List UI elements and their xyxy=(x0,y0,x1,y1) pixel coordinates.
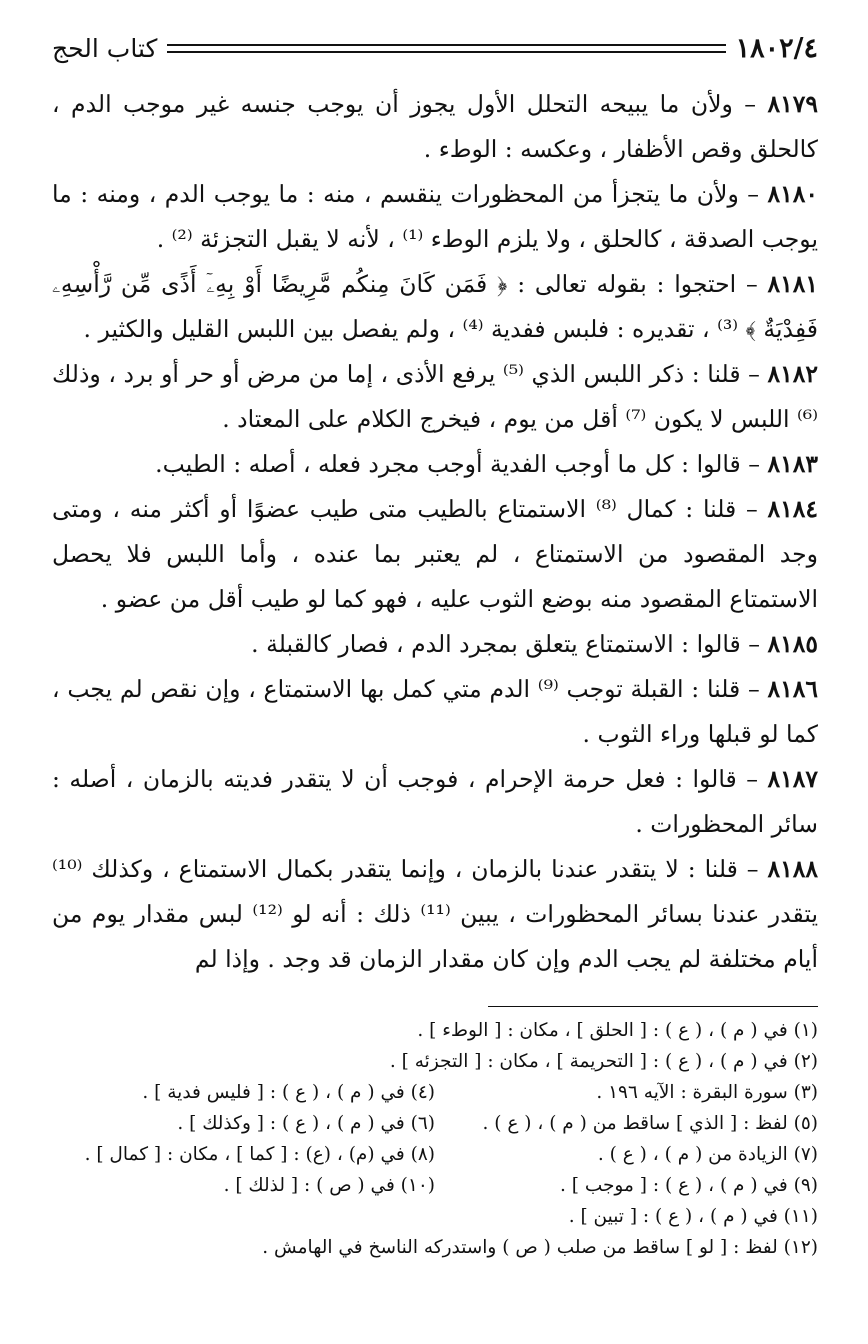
footnote-separator xyxy=(488,1006,818,1007)
footnote-row xyxy=(52,1108,818,1139)
paragraph xyxy=(52,82,818,172)
paragraph-number: ٨١٨٢ xyxy=(767,360,818,388)
footnote-row xyxy=(52,1077,818,1108)
paragraph xyxy=(52,622,818,667)
footnote-row xyxy=(52,1201,818,1232)
paragraph-text: – قالوا : كل ما أوجب الفدية أوجب مجرد فعله ، أصله : الطيب. xyxy=(155,450,761,478)
footnote: (٤) في ( م ) ، ( ع ) : [ فليس فدية ] . xyxy=(142,1082,435,1103)
footnote-row xyxy=(52,1015,818,1046)
paragraph-number: ٨١٨٤ xyxy=(767,495,818,523)
paragraph-text: – قلنا : ذكر اللبس الذي ⁽⁵⁾ يرفع الأذى ، إما من مرض أو حر أو برد ، وذلك ⁽⁶⁾ اللبس لا يكون ⁽⁷⁾ أقل من يوم ، فيخرج الكلام على المعتاد . xyxy=(52,360,818,433)
paragraph-text: – قلنا : كمال ⁽⁸⁾ الاستمتاع بالطيب متى طيب عضوًا أو أكثر منه ، ومتى وجد المقصود من الاستمتاع ، لم يعتبر بما عنده ، وأما اللبس فلا يحصل الاستمتاع المقصود منه بوضع الثوب عليه ، فهو كما لو طيب أقل من عضو . xyxy=(52,495,818,613)
paragraph-number: ٨١٨٥ xyxy=(767,630,818,658)
footnote: (٢) في ( م ) ، ( ع ) : [ التحريمة ] ، مكان : [ التجزئه ] . xyxy=(389,1051,818,1072)
paragraph-text: – قالوا : فعل حرمة الإحرام ، فوجب أن لا يتقدر فديته بالزمان ، أصله : سائر المحظورات . xyxy=(52,765,818,838)
paragraph-number: ٨١٨٠ xyxy=(767,180,818,208)
paragraph xyxy=(52,757,818,847)
paragraph-text: – ولأن ما يبيحه التحلل الأول يجوز أن يوجب جنسه غير موجب الدم ، كالحلق وقص الأظفار ، وعكسه : الوطء . xyxy=(52,90,818,163)
paragraph xyxy=(52,352,818,442)
footnote: (٥) لفظ : [ الذي ] ساقط من ( م ) ، ( ع ) . xyxy=(482,1113,818,1134)
footnotes xyxy=(52,1015,818,1263)
paragraph xyxy=(52,487,818,622)
book-title: كتاب الحج xyxy=(52,33,158,63)
paragraph-number: ٨١٧٩ xyxy=(767,90,818,118)
paragraph-number: ٨١٨٦ xyxy=(767,675,818,703)
footnote: (٩) في ( م ) ، ( ع ) : [ موجب ] . xyxy=(559,1175,818,1196)
paragraph-number: ٨١٨٣ xyxy=(767,450,818,478)
paragraph-number: ٨١٨٨ xyxy=(767,855,818,883)
footnote: (٣) سورة البقرة : الآيه ١٩٦ . xyxy=(596,1082,818,1103)
footnote: (١٠) في ( ص ) : [ لذلك ] . xyxy=(223,1175,435,1196)
page-header xyxy=(52,26,818,70)
paragraph-text: – احتجوا : بقوله تعالى : ﴿ فَمَن كَانَ مِنكُم مَّرِيضًا أَوْ بِهِۦٓ أَذًى مِّن رَّأْسِهِۦ فَفِدْيَةٌ ﴾ ⁽³⁾ ، تقديره : فلبس ففدية ⁽⁴⁾ ، ولم يفصل بين اللبس القليل والكثير . xyxy=(52,270,818,343)
paragraph xyxy=(52,667,818,757)
footnote: (٦) في ( م ) ، ( ع ) : [ وكذلك ] . xyxy=(177,1113,435,1134)
paragraph-text: – قلنا : لا يتقدر عندنا بالزمان ، وإنما يتقدر بكمال الاستمتاع ، وكذلك ⁽¹⁰⁾ يتقدر عندنا بسائر المحظورات ، يبين ⁽¹¹⁾ ذلك : أنه لو ⁽¹²⁾ لبس مقدار يوم من أيام مختلفة لم يجب الدم وإن كان مقدار الزمان قد وجد . وإذا لم xyxy=(52,855,818,973)
page-reference: ١٨٠٢/٤ xyxy=(735,32,818,64)
paragraph xyxy=(52,262,818,352)
paragraph xyxy=(52,172,818,262)
paragraph xyxy=(52,442,818,487)
footnote: (١٢) لفظ : [ لو ] ساقط من صلب ( ص ) واستدركه الناسخ في الهامش . xyxy=(262,1237,818,1258)
footnote: (٨) في (م) ، (ع) : [ كما ] ، مكان : [ كمال ] . xyxy=(84,1144,435,1165)
main-text xyxy=(52,82,818,982)
paragraph-number: ٨١٨١ xyxy=(767,270,818,298)
paragraph xyxy=(52,847,818,982)
footnote-row xyxy=(52,1139,818,1170)
footnote: (١١) في ( م ) ، ( ع ) : [ تبين ] . xyxy=(568,1206,818,1227)
footnote-row xyxy=(52,1046,818,1077)
paragraph-text: – قلنا : القبلة توجب ⁽⁹⁾ الدم متي كمل بها الاستمتاع ، وإن نقص لم يجب ، كما لو قبلها وراء الثوب . xyxy=(52,675,818,748)
header-double-rule xyxy=(167,44,725,53)
footnote: (٧) الزيادة من ( م ) ، ( ع ) . xyxy=(597,1144,818,1165)
paragraph-text: – ولأن ما يتجزأ من المحظورات ينقسم ، منه : ما يوجب الدم ، ومنه : ما يوجب الصدقة ، كالحلق ، ولا يلزم الوطء ⁽¹⁾ ، لأنه لا يقبل التجزئة ⁽²⁾ . xyxy=(52,180,818,253)
footnote-row xyxy=(52,1170,818,1201)
paragraph-text: – قالوا : الاستمتاع يتعلق بمجرد الدم ، فصار كالقبلة . xyxy=(251,630,761,658)
footnote: (١) في ( م ) ، ( ع ) : [ الحلق ] ، مكان : [ الوطء ] . xyxy=(417,1020,818,1041)
paragraph-number: ٨١٨٧ xyxy=(767,765,818,793)
footnote-row xyxy=(52,1232,818,1263)
